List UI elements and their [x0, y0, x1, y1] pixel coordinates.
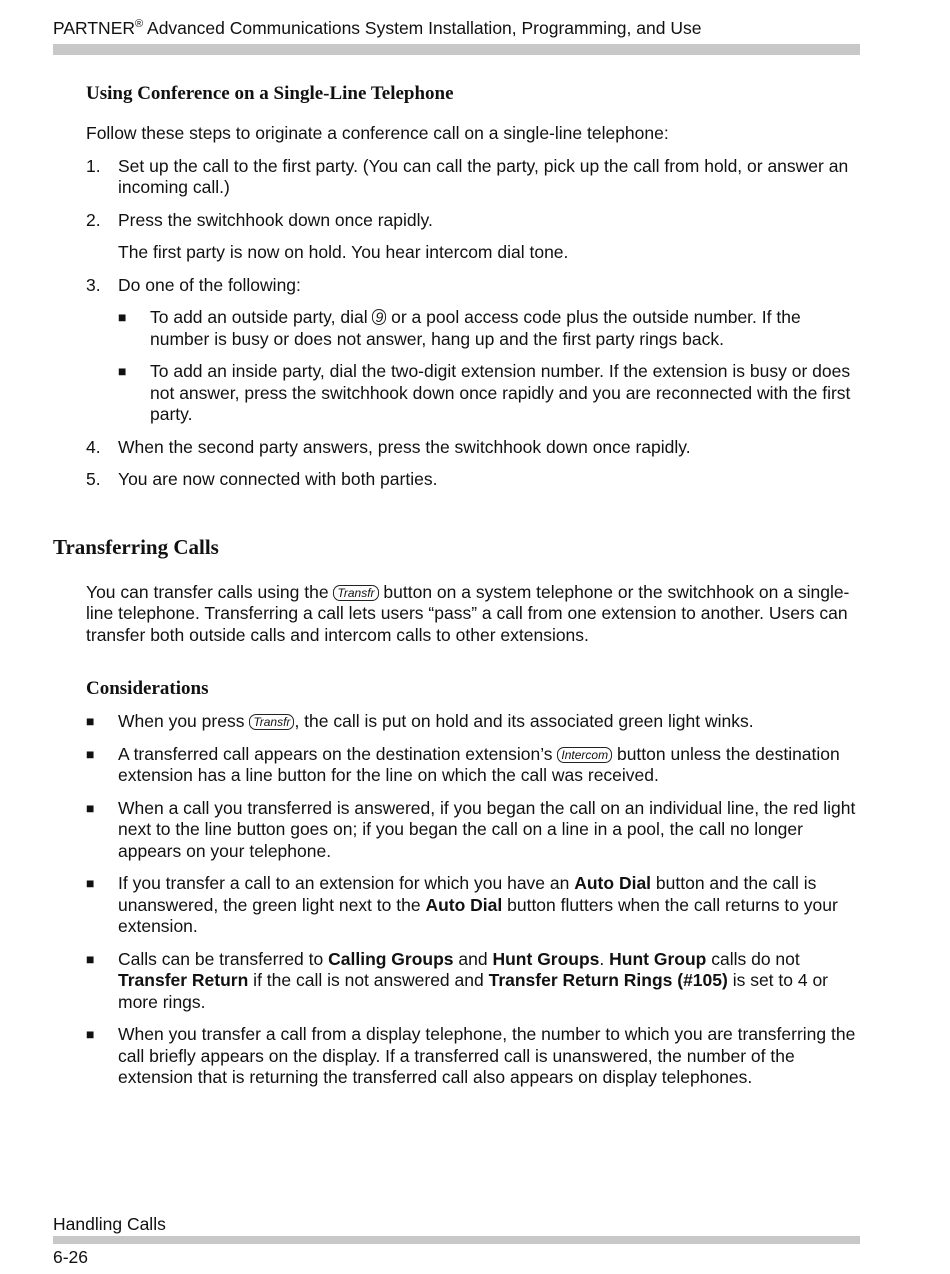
conference-steps [86, 156, 860, 491]
dial-9-key-icon: 9 [372, 309, 386, 325]
consideration-item: ■ When you press Transfr , the call is put on hold and its associated green light winks. [86, 711, 754, 731]
conference-heading: Using Conference on a Single-Line Telephone [86, 83, 454, 104]
conference-intro: Follow these steps to originate a conference call on a single-line telephone: [86, 123, 669, 143]
option-inside-party: ■ To add an inside party, dial the two-digit extension number. If the extension is busy or does not answer, press the switchhook down once rapidly and you are reconnected with the first party. [118, 361, 851, 424]
footer-rule [53, 1236, 860, 1244]
page-content [53, 80, 860, 1089]
transferring-calls-heading: Transferring Calls [53, 534, 219, 559]
transfer-intro: You can transfer calls using the Transfr button on a system telephone or the switchhook on a single-line telephone. Transferring a call lets users “pass” a call from one extension to another. Users can transfer both outside calls and intercom calls to other extensions. [86, 581, 850, 645]
step-2: 2. Press the switchhook down once rapidly. The first party is now on hold. You hear intercom dial tone. [86, 210, 860, 264]
step-1: 1. Set up the call to the first party. (You can call the party, pick up the call from hold, or answer an incoming call.) [86, 155, 849, 197]
consideration-item: ■ A transferred call appears on the destination extension’s Intercom button unless the destination extension has a line button for the line on which the call was received. [86, 743, 840, 785]
transfr-key-icon: Transfr [333, 585, 378, 601]
considerations-heading: Considerations [86, 678, 209, 699]
header-rule [53, 44, 860, 55]
registered-mark: ® [135, 18, 144, 31]
option-outside-party: ■ To add an outside party, dial 9 or a pool access code plus the outside number. If the number is busy or does not answer, hang up and the first party rings back. [118, 307, 801, 349]
consideration-item: ■ When you transfer a call from a display telephone, the number to which you are transferring the call briefly appears on the display. If a transferred call is unanswered, the number of the extension that is returning the transferred call also appears on display telephones. [86, 1024, 856, 1087]
step-3: 3. Do one of the following: ■ To add an outside party, dial 9 or a pool access code plus the outside number. If the number is busy or does not answer, hang up and the first party rings back. ■ To add an inside party, dial the two-digit extension number. If the extension is busy or does not answer, press the switchhook down once rapidly and you are reconnected with the first party. [86, 275, 860, 426]
considerations-list [86, 711, 860, 1089]
intercom-key-icon: Intercom [557, 747, 612, 763]
consideration-item: ■ Calls can be transferred to Calling Groups and Hunt Groups. Hunt Group calls do not Transfer Return if the call is not answered and Transfer Return Rings (#105) is set to 4 or more rings. [86, 948, 829, 1012]
consideration-item: ■ When a call you transferred is answered, if you began the call on an individual line, the red light next to the line button goes on; if you began the call on a line in a pool, the call no longer appears on your telephone. [86, 797, 856, 861]
header-title: PARTNER® Advanced Communications System Installation, Programming, and Use [53, 18, 702, 38]
step-4: 4. When the second party answers, press the switchhook down once rapidly. [86, 436, 691, 457]
step-3-options [118, 307, 860, 426]
page-header [53, 16, 863, 55]
step-5: 5. You are now connected with both parties. [86, 469, 438, 489]
page-number: 6-26 [53, 1247, 89, 1267]
consideration-item: ■ If you transfer a call to an extension for which you have an Auto Dial button and the call is unanswered, the green light next to the Auto Dial button flutters when the call returns to your extension. [86, 873, 838, 936]
footer-section-label: Handling Calls [53, 1214, 166, 1234]
page-footer [53, 1213, 863, 1268]
step-2-note: The first party is now on hold. You hear intercom dial tone. [118, 242, 569, 262]
transfr-key-icon: Transfr [249, 714, 294, 730]
